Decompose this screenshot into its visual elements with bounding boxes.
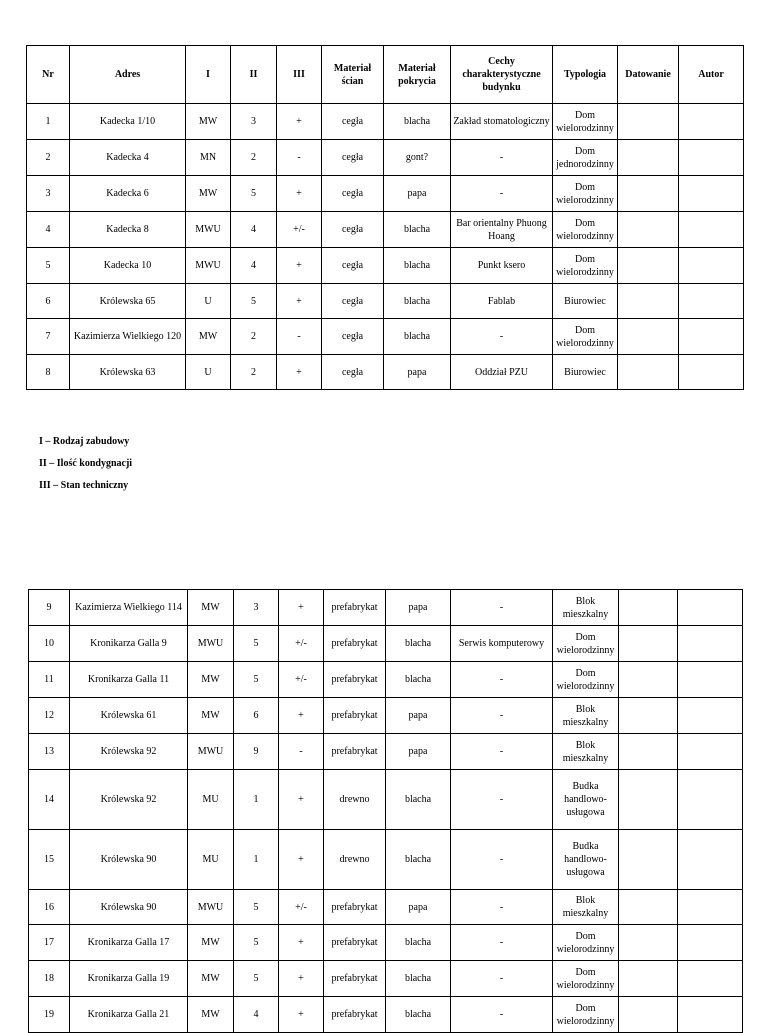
table-cell <box>618 212 679 248</box>
table-cell: blacha <box>386 997 451 1033</box>
table-cell: - <box>451 997 553 1033</box>
table-1-body <box>27 104 744 390</box>
table-cell <box>678 890 743 925</box>
table-cell <box>618 140 679 176</box>
table-cell: 5 <box>234 626 279 662</box>
table-cell: prefabrykat <box>324 626 386 662</box>
table-cell: 3 <box>234 590 279 626</box>
header-cell: Adres <box>70 46 186 104</box>
header-cell: Cechy charakterystyczne budynku <box>451 46 553 104</box>
table-cell: blacha <box>384 319 451 355</box>
table-cell: cegła <box>322 319 384 355</box>
table-cell: Królewska 92 <box>70 734 188 770</box>
table-cell: drewno <box>324 830 386 890</box>
table-cell: 3 <box>27 176 70 212</box>
table-cell: 14 <box>29 770 70 830</box>
header-cell: Datowanie <box>618 46 679 104</box>
table-cell <box>619 626 678 662</box>
table-row <box>27 284 744 319</box>
table-cell <box>618 248 679 284</box>
table-cell: Dom wielorodzinny <box>553 626 619 662</box>
table-cell <box>678 925 743 961</box>
table-cell: - <box>451 961 553 997</box>
table-cell: Blok mieszkalny <box>553 734 619 770</box>
table-cell: - <box>277 140 322 176</box>
table-cell: prefabrykat <box>324 734 386 770</box>
table-cell <box>678 626 743 662</box>
table-row <box>29 997 743 1033</box>
table-cell: papa <box>384 355 451 390</box>
table-cell: 11 <box>29 662 70 698</box>
buildings-table-1 <box>26 45 744 390</box>
table-cell: + <box>277 248 322 284</box>
table-cell: 13 <box>29 734 70 770</box>
legend-item: II – Ilość kondygnacji <box>39 458 133 469</box>
table-cell: blacha <box>386 626 451 662</box>
table-cell <box>679 140 744 176</box>
table-cell: Biurowiec <box>553 284 618 319</box>
table-cell: + <box>277 355 322 390</box>
table-cell: Królewska 90 <box>70 830 188 890</box>
table-cell: + <box>279 770 324 830</box>
table-cell <box>679 319 744 355</box>
table-cell <box>678 662 743 698</box>
table-cell: prefabrykat <box>324 925 386 961</box>
table-cell: Kadecka 10 <box>70 248 186 284</box>
table-cell: 17 <box>29 925 70 961</box>
table-cell <box>618 176 679 212</box>
table-cell: MWU <box>188 734 234 770</box>
table-cell: 2 <box>231 319 277 355</box>
table-cell: Kadecka 8 <box>70 212 186 248</box>
table-cell: 6 <box>234 698 279 734</box>
table-cell: gont? <box>384 140 451 176</box>
table-cell: 8 <box>27 355 70 390</box>
header-cell: II <box>231 46 277 104</box>
table-row <box>29 662 743 698</box>
table-cell: MW <box>188 662 234 698</box>
table-cell: 5 <box>231 284 277 319</box>
table-cell: papa <box>386 590 451 626</box>
table-row <box>29 734 743 770</box>
header-cell: Materiał ścian <box>322 46 384 104</box>
table-cell: +/- <box>279 626 324 662</box>
table-row <box>27 176 744 212</box>
table-cell: Dom wielorodzinny <box>553 176 618 212</box>
table-cell: - <box>451 590 553 626</box>
table-cell: Dom wielorodzinny <box>553 212 618 248</box>
table-row <box>29 698 743 734</box>
table-cell: blacha <box>386 961 451 997</box>
table-cell: 4 <box>231 212 277 248</box>
table-cell: blacha <box>384 248 451 284</box>
table-cell: 9 <box>234 734 279 770</box>
table-cell <box>679 355 744 390</box>
table-cell: - <box>451 734 553 770</box>
table-cell: 1 <box>234 830 279 890</box>
table-row <box>27 319 744 355</box>
table-cell: +/- <box>277 212 322 248</box>
table-cell: + <box>277 104 322 140</box>
table-cell: MW <box>186 319 231 355</box>
table-row <box>27 212 744 248</box>
table-cell: blacha <box>384 104 451 140</box>
table-cell: Serwis komputerowy <box>451 626 553 662</box>
table-cell: blacha <box>386 830 451 890</box>
table-cell: 5 <box>234 890 279 925</box>
table-row <box>27 140 744 176</box>
table-cell: + <box>279 997 324 1033</box>
table-cell: Kronikarza Galla 19 <box>70 961 188 997</box>
table-cell: Kazimierza Wielkiego 120 <box>70 319 186 355</box>
header-cell: Typologia <box>553 46 618 104</box>
table-cell: - <box>451 176 553 212</box>
table-cell: Budka handlowo-usługowa <box>553 770 619 830</box>
table-cell: MW <box>188 698 234 734</box>
table-cell: - <box>279 734 324 770</box>
table-cell: 5 <box>234 925 279 961</box>
table-cell: Królewska 61 <box>70 698 188 734</box>
table-cell <box>619 734 678 770</box>
table-cell <box>678 961 743 997</box>
table-cell <box>619 925 678 961</box>
table-cell: - <box>451 770 553 830</box>
table-cell: 1 <box>27 104 70 140</box>
table-cell: 1 <box>234 770 279 830</box>
table-cell: MU <box>188 830 234 890</box>
header-cell: Nr <box>27 46 70 104</box>
table-cell: 7 <box>27 319 70 355</box>
table-cell: Królewska 92 <box>70 770 188 830</box>
table-cell <box>678 770 743 830</box>
table-cell: 5 <box>234 662 279 698</box>
table-cell: MWU <box>188 890 234 925</box>
table-cell: +/- <box>279 890 324 925</box>
table-cell: MU <box>188 770 234 830</box>
table-cell: prefabrykat <box>324 997 386 1033</box>
table-cell <box>618 319 679 355</box>
table-cell: blacha <box>384 284 451 319</box>
table-cell <box>678 590 743 626</box>
table-cell: 18 <box>29 961 70 997</box>
table-row <box>29 590 743 626</box>
legend-item: III – Stan techniczny <box>39 480 129 491</box>
table-cell: Blok mieszkalny <box>553 590 619 626</box>
table-cell <box>679 284 744 319</box>
table-cell: MW <box>188 997 234 1033</box>
table-cell: MW <box>186 176 231 212</box>
table-cell: Budka handlowo-usługowa <box>553 830 619 890</box>
table-cell: papa <box>386 698 451 734</box>
table-cell: 19 <box>29 997 70 1033</box>
table-cell: prefabrykat <box>324 590 386 626</box>
table-cell: blacha <box>386 925 451 961</box>
table-cell <box>619 997 678 1033</box>
table-cell: Dom wielorodzinny <box>553 104 618 140</box>
header-cell: I <box>186 46 231 104</box>
header-cell: Materiał pokrycia <box>384 46 451 104</box>
table-cell: 4 <box>27 212 70 248</box>
table-cell <box>618 284 679 319</box>
table-cell: 15 <box>29 830 70 890</box>
table-cell: U <box>186 284 231 319</box>
table-cell: Królewska 90 <box>70 890 188 925</box>
table-row <box>27 355 744 390</box>
table-cell: U <box>186 355 231 390</box>
table-row <box>29 770 743 830</box>
table-cell: MWU <box>186 212 231 248</box>
table-cell: Blok mieszkalny <box>553 698 619 734</box>
table-cell: cegła <box>322 176 384 212</box>
table-cell: Bar orientalny Phuong Hoang <box>451 212 553 248</box>
table-row <box>29 925 743 961</box>
table-cell <box>619 830 678 890</box>
table-cell: prefabrykat <box>324 961 386 997</box>
table-cell: Oddział PZU <box>451 355 553 390</box>
table-cell: MN <box>186 140 231 176</box>
table-cell: MWU <box>186 248 231 284</box>
table-cell: - <box>451 140 553 176</box>
table-cell <box>619 662 678 698</box>
table-row <box>29 961 743 997</box>
table-cell: 2 <box>27 140 70 176</box>
buildings-table-2 <box>28 589 743 1033</box>
table-cell: + <box>279 961 324 997</box>
table-cell: - <box>451 662 553 698</box>
table-cell: drewno <box>324 770 386 830</box>
table-cell <box>678 698 743 734</box>
table-cell: blacha <box>384 212 451 248</box>
table-cell: Kronikarza Galla 21 <box>70 997 188 1033</box>
table-cell: + <box>279 925 324 961</box>
table-cell: Kazimierza Wielkiego 114 <box>70 590 188 626</box>
table-cell <box>679 176 744 212</box>
table-cell: Dom wielorodzinny <box>553 319 618 355</box>
table-cell: 6 <box>27 284 70 319</box>
table-cell: Królewska 63 <box>70 355 186 390</box>
table-cell: - <box>451 890 553 925</box>
table-cell: - <box>277 319 322 355</box>
table-cell: MW <box>188 961 234 997</box>
table-cell: Dom wielorodzinny <box>553 925 619 961</box>
table-cell: Biurowiec <box>553 355 618 390</box>
table-cell: + <box>277 284 322 319</box>
table-cell <box>619 590 678 626</box>
table-row <box>29 890 743 925</box>
table-cell: prefabrykat <box>324 662 386 698</box>
table-cell: + <box>279 830 324 890</box>
table-cell <box>619 961 678 997</box>
table-cell: cegła <box>322 284 384 319</box>
table-cell: cegła <box>322 104 384 140</box>
table-cell: Zakład stomatologiczny <box>451 104 553 140</box>
table-cell: blacha <box>386 770 451 830</box>
table-cell: 12 <box>29 698 70 734</box>
table-cell: 5 <box>27 248 70 284</box>
header-cell: Autor <box>679 46 744 104</box>
table-cell: + <box>279 590 324 626</box>
table-cell: Kronikarza Galla 9 <box>70 626 188 662</box>
table-cell: + <box>279 698 324 734</box>
table-cell <box>678 734 743 770</box>
table-cell: +/- <box>279 662 324 698</box>
table-cell: Dom wielorodzinny <box>553 662 619 698</box>
table-cell: Królewska 65 <box>70 284 186 319</box>
table-cell: papa <box>384 176 451 212</box>
table-cell: + <box>277 176 322 212</box>
table-cell <box>678 830 743 890</box>
table-cell: MW <box>186 104 231 140</box>
header-cell: III <box>277 46 322 104</box>
table-cell: blacha <box>386 662 451 698</box>
table-cell: - <box>451 830 553 890</box>
table-cell: 3 <box>231 104 277 140</box>
table-cell: 9 <box>29 590 70 626</box>
legend-item: I – Rodzaj zabudowy <box>39 436 130 447</box>
table-cell <box>679 104 744 140</box>
table-row <box>29 830 743 890</box>
table-cell <box>618 355 679 390</box>
table-cell: prefabrykat <box>324 698 386 734</box>
table-row <box>27 104 744 140</box>
table-cell <box>619 890 678 925</box>
table-cell: Dom wielorodzinny <box>553 961 619 997</box>
table-cell: 4 <box>231 248 277 284</box>
table-cell <box>679 212 744 248</box>
table-cell <box>619 698 678 734</box>
table-cell: - <box>451 698 553 734</box>
table-cell: Punkt ksero <box>451 248 553 284</box>
table-cell: cegła <box>322 355 384 390</box>
table-cell: prefabrykat <box>324 890 386 925</box>
table-cell: MWU <box>188 626 234 662</box>
table-cell: papa <box>386 734 451 770</box>
table-cell <box>619 770 678 830</box>
table-cell: Kadecka 4 <box>70 140 186 176</box>
table-cell: 5 <box>234 961 279 997</box>
table-cell: - <box>451 319 553 355</box>
table-cell: MW <box>188 590 234 626</box>
table-cell: MW <box>188 925 234 961</box>
table-cell: Kadecka 6 <box>70 176 186 212</box>
table-cell: cegła <box>322 212 384 248</box>
table-cell: 4 <box>234 997 279 1033</box>
table-cell: 2 <box>231 355 277 390</box>
table-cell: Kronikarza Galla 11 <box>70 662 188 698</box>
table-2-body <box>29 590 743 1033</box>
table-cell: Dom jednorodzinny <box>553 140 618 176</box>
table-cell: Fablab <box>451 284 553 319</box>
table-cell: cegła <box>322 248 384 284</box>
table-cell: Blok mieszkalny <box>553 890 619 925</box>
table-row <box>27 248 744 284</box>
table-cell <box>679 248 744 284</box>
table-cell <box>678 997 743 1033</box>
table-row <box>29 626 743 662</box>
table-cell: papa <box>386 890 451 925</box>
table-header-row <box>27 46 744 104</box>
table-cell: 16 <box>29 890 70 925</box>
table-cell: Kronikarza Galla 17 <box>70 925 188 961</box>
table-cell: 10 <box>29 626 70 662</box>
table-cell: 2 <box>231 140 277 176</box>
table-cell: Dom wielorodzinny <box>553 248 618 284</box>
table-cell <box>618 104 679 140</box>
table-cell: Kadecka 1/10 <box>70 104 186 140</box>
table-cell: - <box>451 925 553 961</box>
table-cell: Dom wielorodzinny <box>553 997 619 1033</box>
table-cell: cegła <box>322 140 384 176</box>
table-cell: 5 <box>231 176 277 212</box>
